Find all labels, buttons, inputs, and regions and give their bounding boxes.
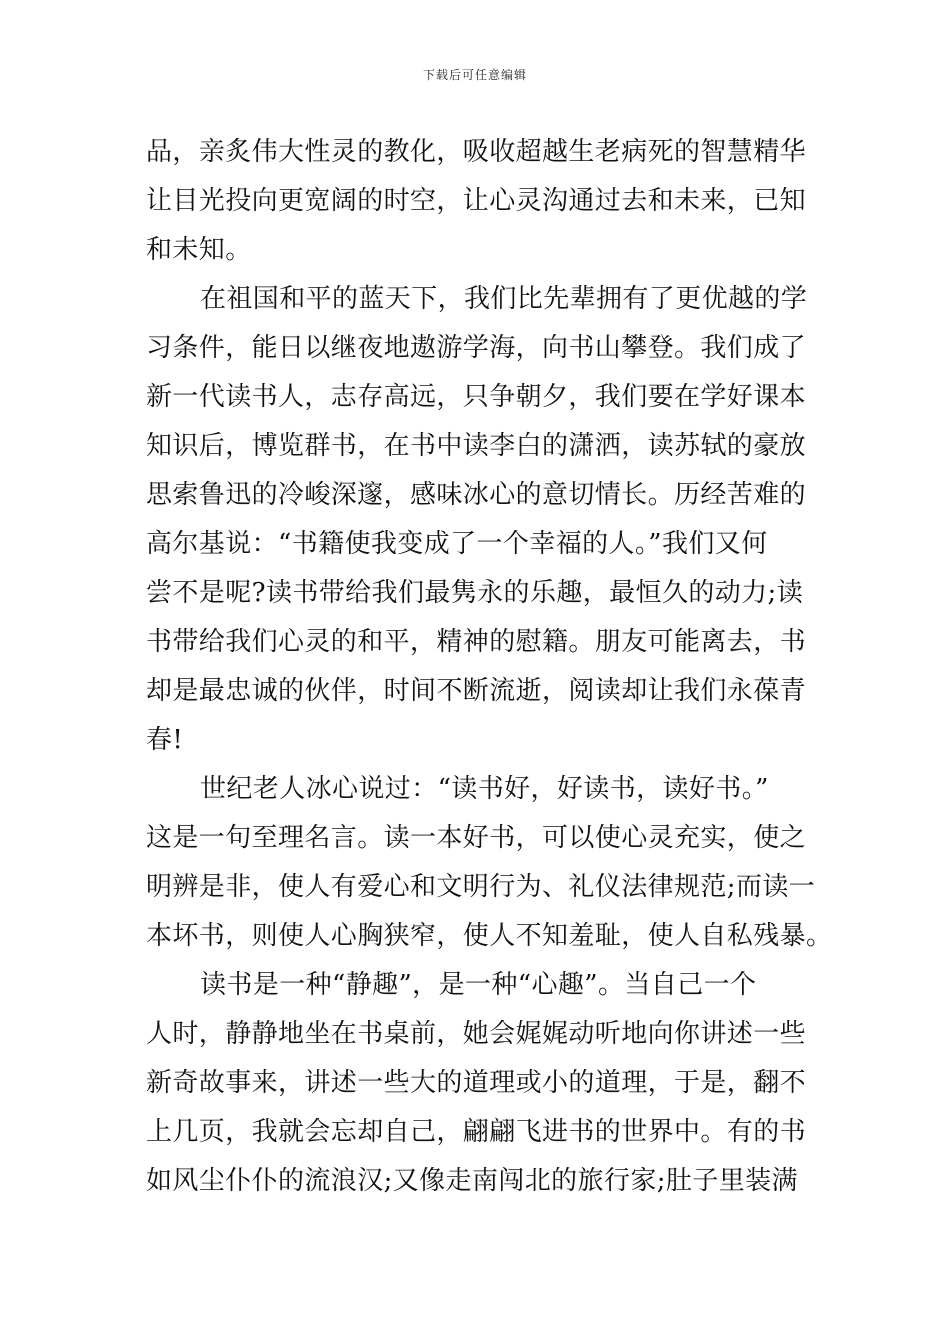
- paragraph-3: [146, 765, 833, 961]
- text-line: 世纪老人冰心说过：“读书好，好读书，读好书。”: [200, 774, 769, 804]
- text-line: 和未知。: [146, 235, 252, 265]
- paragraph-4: [146, 961, 818, 1206]
- text-line: 让目光投向更宽阔的时空，让心灵沟通过去和未来，已知: [146, 186, 807, 216]
- body-text: [146, 128, 833, 1206]
- text-line: 如风尘仆仆的流浪汉;又像走南闯北的旅行家;肚子里装满: [146, 1166, 798, 1196]
- text-line: 习条件，能日以继夜地遨游学海，向书山攀登。我们成了: [146, 333, 807, 363]
- text-line: 本坏书，则使人心胸狭窄，使人不知羞耻，使人自私残暴。: [146, 921, 833, 951]
- text-line: 这是一句至理名言。读一本好书，可以使心灵充实，使之: [146, 823, 807, 853]
- text-line: 在祖国和平的蓝天下，我们比先辈拥有了更优越的学: [200, 284, 808, 314]
- text-line: 思索鲁迅的冷峻深邃，感味冰心的意切情长。历经苦难的: [146, 480, 807, 510]
- text-line: 知识后，博览群书，在书中读李白的潇洒，读苏轼的豪放: [146, 431, 807, 461]
- text-line: 春!: [146, 725, 184, 755]
- text-line: 却是最忠诚的伙伴，时间不断流逝，阅读却让我们永葆青: [146, 676, 807, 706]
- text-line: 读书是一种“静趣”，是一种“心趣”。当自己一个: [200, 970, 757, 1000]
- text-line: 新奇故事来，讲述一些大的道理或小的道理，于是，翻不: [146, 1068, 807, 1098]
- text-line: 新一代读书人，志存高远，只争朝夕，我们要在学好课本: [146, 382, 807, 412]
- paragraph-2: [146, 275, 818, 765]
- text-line: 上几页，我就会忘却自己，翩翩飞进书的世界中。有的书: [146, 1117, 807, 1147]
- text-line: 高尔基说：“书籍使我变成了一个幸福的人。”我们又何: [146, 529, 768, 559]
- text-line: 书带给我们心灵的和平，精神的慰籍。朋友可能离去，书: [146, 627, 807, 657]
- text-line: 人时，静静地坐在书桌前，她会娓娓动听地向你讲述一些: [146, 1019, 807, 1049]
- text-line: 品，亲炙伟大性灵的教化，吸收超越生老病死的智慧精华: [146, 137, 807, 167]
- page-header: 下载后可任意编辑: [422, 68, 527, 82]
- text-line: 尝不是呢?读书带给我们最隽永的乐趣，最恒久的动力;读: [146, 578, 804, 608]
- paragraph-1: [146, 128, 818, 275]
- text-line: 明辨是非，使人有爱心和文明行为、礼仪法律规范;而读一: [146, 872, 816, 902]
